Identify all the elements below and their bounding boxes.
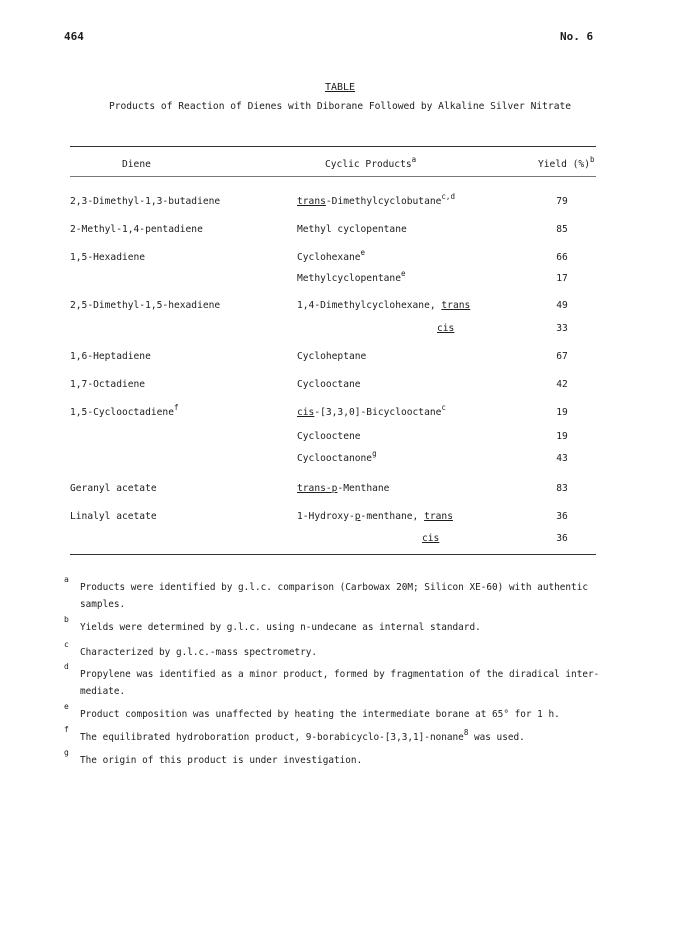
footnote-text: Propylene was identified as a minor product, formed by fragmentation of the diradical inter- bbox=[80, 669, 600, 680]
diene-cell: 1,5-Cyclooctadiene$^f$ bbox=[70, 403, 179, 418]
product-cell: cis bbox=[422, 533, 440, 544]
yield-cell: 33 bbox=[556, 323, 568, 334]
table-top-rule bbox=[70, 146, 596, 147]
product-cell: Methylcyclopentane$^e$ bbox=[297, 269, 406, 284]
yield-cell: 83 bbox=[556, 483, 568, 494]
product-cell: 1,4-Dimethylcyclohexane, trans bbox=[297, 300, 471, 311]
product-cell: Cyclooctane bbox=[297, 379, 361, 390]
yield-cell: 36 bbox=[556, 511, 568, 522]
yield-cell: 66 bbox=[556, 252, 568, 263]
diene-cell: 2,3-Dimethyl-1,3-butadiene bbox=[70, 196, 221, 207]
col-header-yield: Yield (%)$^b$ bbox=[538, 155, 595, 170]
footnote-text: Yields were determined by g.l.c. using n-undecane as internal standard. bbox=[80, 622, 481, 633]
product-cell: Cyclooctene bbox=[297, 431, 361, 442]
product-cell: trans-Dimethylcyclobutane$^{c,d}$ bbox=[297, 192, 455, 207]
yield-cell: 42 bbox=[556, 379, 568, 390]
diene-cell: 1,5-Hexadiene bbox=[70, 252, 146, 263]
yield-cell: 17 bbox=[556, 273, 568, 284]
product-cell: Cyclohexane$^e$ bbox=[297, 248, 366, 263]
footnote-text: Product composition was unaffected by heating the intermediate borane at 65° for 1 h. bbox=[80, 709, 560, 720]
footnote-text: samples. bbox=[80, 599, 126, 610]
col-header-diene: Diene bbox=[122, 159, 151, 170]
diene-cell: 1,7-Octadiene bbox=[70, 379, 146, 390]
footnote-mark: d bbox=[64, 662, 69, 671]
table-label: TABLE bbox=[324, 82, 356, 93]
footnote-mark: a bbox=[64, 575, 69, 584]
page-number: 464 bbox=[64, 30, 84, 43]
product-cell: Cycloheptane bbox=[297, 351, 367, 362]
footnote-text: Products were identified by g.l.c. comparison (Carbowax 20M; Silicon XE-60) with authentic bbox=[80, 582, 588, 593]
footnote-text: Characterized by g.l.c.-mass spectrometry. bbox=[80, 647, 318, 658]
yield-cell: 67 bbox=[556, 351, 568, 362]
diene-cell: 2-Methyl-1,4-pentadiene bbox=[70, 224, 203, 235]
product-cell: Methyl cyclopentane bbox=[297, 224, 407, 235]
yield-cell: 49 bbox=[556, 300, 568, 311]
footnote-text: mediate. bbox=[80, 686, 126, 697]
diene-cell: 2,5-Dimethyl-1,5-hexadiene bbox=[70, 300, 221, 311]
footnote-text: The equilibrated hydroboration product, 9-borabicyclo-[3,3,1]-nonane$^8$ was used. bbox=[80, 728, 525, 743]
yield-cell: 19 bbox=[556, 431, 568, 442]
product-cell: cis bbox=[437, 323, 455, 334]
product-cell: Cyclooctanone$^g$ bbox=[297, 449, 377, 464]
table-header-rule bbox=[70, 176, 596, 177]
yield-cell: 79 bbox=[556, 196, 568, 207]
footnote-mark: b bbox=[64, 615, 69, 624]
footnote-text: The origin of this product is under investigation. bbox=[80, 755, 363, 766]
product-cell: cis-[3,3,0]-Bicyclooctane$^c$ bbox=[297, 403, 446, 418]
product-cell: trans-p-Menthane bbox=[297, 483, 390, 494]
diene-cell: Geranyl acetate bbox=[70, 483, 157, 494]
table-caption: Products of Reaction of Dienes with Diborane Followed by Alkaline Silver Nitrate bbox=[108, 101, 572, 112]
footnote-mark: c bbox=[64, 640, 69, 649]
table-bottom-rule bbox=[70, 554, 596, 555]
yield-cell: 85 bbox=[556, 224, 568, 235]
col-header-products: Cyclic Products$^a$ bbox=[325, 155, 417, 170]
yield-cell: 43 bbox=[556, 453, 568, 464]
footnote-mark: f bbox=[64, 725, 69, 734]
yield-cell: 36 bbox=[556, 533, 568, 544]
yield-cell: 19 bbox=[556, 407, 568, 418]
footnote-mark: e bbox=[64, 702, 69, 711]
footnote-mark: g bbox=[64, 748, 69, 757]
diene-cell: Linalyl acetate bbox=[70, 511, 157, 522]
diene-cell: 1,6-Heptadiene bbox=[70, 351, 151, 362]
issue-number: No. 6 bbox=[560, 30, 594, 43]
product-cell: 1-Hydroxy-p-menthane, trans bbox=[297, 511, 453, 522]
